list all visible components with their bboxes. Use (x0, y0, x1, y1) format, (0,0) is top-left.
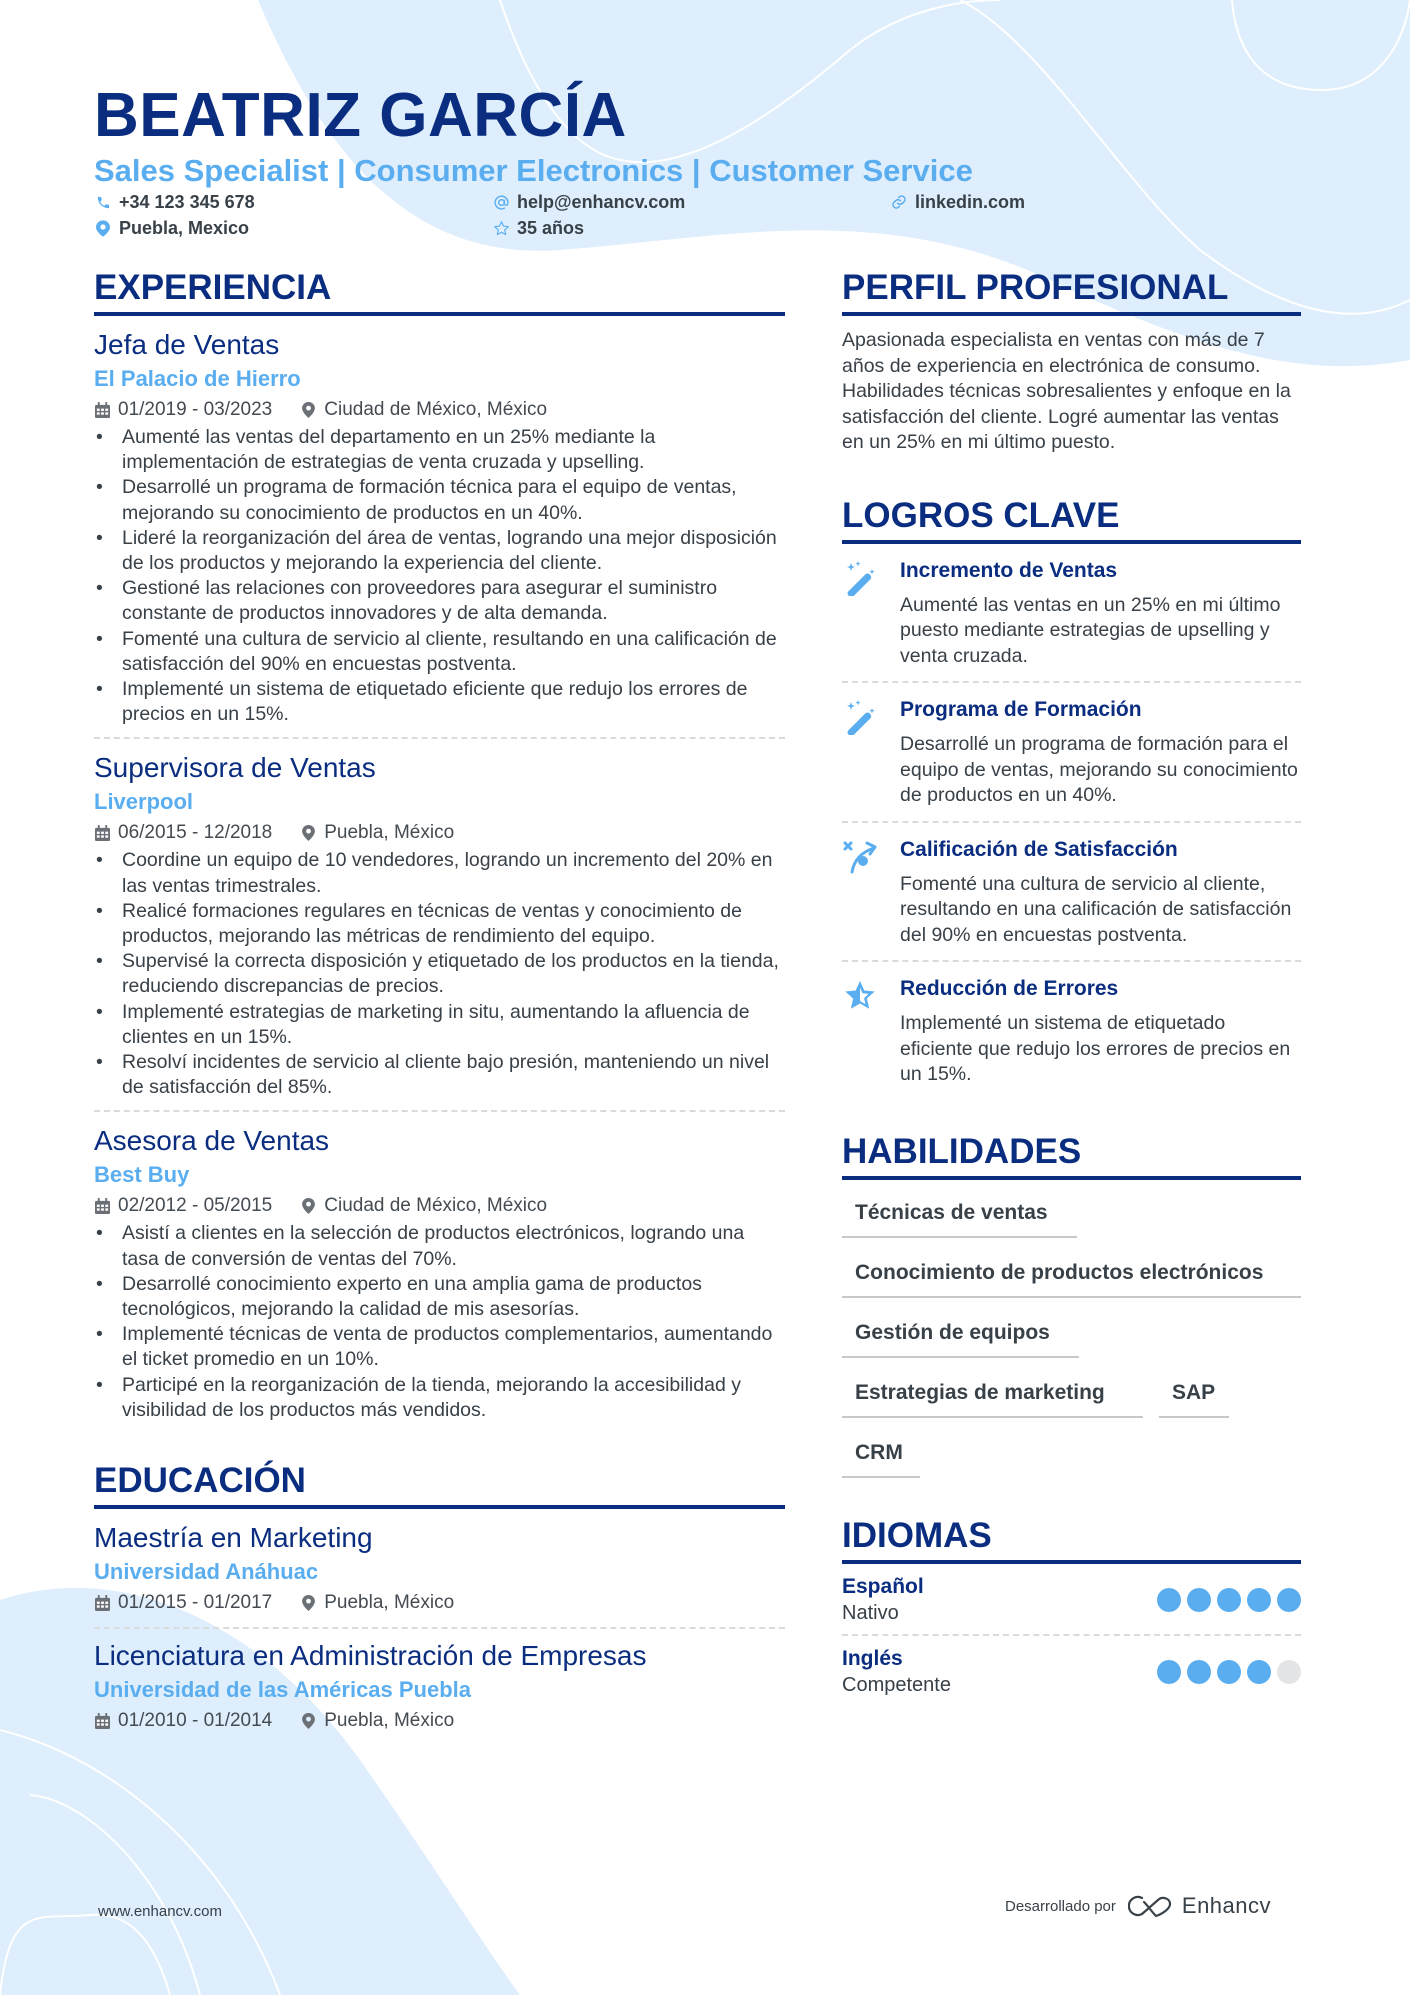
experience-section (94, 266, 785, 1423)
calendar-icon (94, 401, 110, 419)
job-bullets (94, 848, 785, 1100)
rating-dot-filled (1157, 1588, 1181, 1612)
language-item (842, 1564, 1301, 1634)
achievement-title: Incremento de Ventas (900, 558, 1118, 582)
skill-tag: SAP (1159, 1372, 1229, 1418)
contact-linkedin (890, 191, 1025, 213)
powered-by-label: Desarrollado por (1005, 1897, 1116, 1915)
languages-section (842, 1514, 1301, 1706)
bullet-item: • Desarrollé conocimiento experto en una amplia gama de productos tecnológicos, mejorando la calidad de mis asesorías. (94, 1272, 785, 1322)
achievement-desc: Desarrollé un programa de formación para el equipo de ventas, mejorando su conocimiento de productos en un 40%. (900, 733, 1298, 806)
language-rating (1151, 1588, 1301, 1612)
map-pin-icon (300, 824, 316, 842)
job-company: El Palacio de Hierro (94, 366, 301, 391)
map-pin-icon (94, 219, 112, 237)
job-entry (94, 739, 785, 1112)
achievement-desc: Aumenté las ventas en un 25% en mi último puesto mediante estrategias de upselling y venta cruzada. (900, 593, 1281, 667)
profile-heading: PERFIL PROFESIONAL (842, 268, 1229, 307)
skill-tag: Gestión de equipos (842, 1312, 1079, 1358)
rating-dot-filled (1277, 1588, 1301, 1612)
skills-heading: HABILIDADES (842, 1131, 1082, 1171)
enhancv-logo-icon (1128, 1894, 1174, 1918)
bullet-item: • Aumenté las ventas del departamento en un 25% mediante la implementación de estrategias de venta cruzada y upselling. (94, 425, 785, 475)
bullet-item: • Realicé formaciones regulares en técnicas de ventas y conocimiento de productos, mejorando las métricas de rendimiento del equipo. (94, 899, 785, 949)
age-value: 35 años (517, 218, 585, 238)
profile-section (842, 266, 1301, 456)
education-dates: 01/2010 - 01/2014 (118, 1710, 273, 1732)
rating-dot-filled (1247, 1660, 1271, 1684)
education-location-wrap (300, 1707, 454, 1735)
bullet-item: • Participé en la reorganización de la tienda, mejorando la accesibilidad y visibilidad de los productos más vendidos. (94, 1373, 785, 1423)
school-name: Universidad Anáhuac (94, 1559, 319, 1585)
achievement-body (900, 837, 1301, 949)
skills-list (842, 1192, 1301, 1492)
job-location: Ciudad de México, México (324, 1195, 548, 1217)
achievement-body (900, 558, 1301, 670)
job-entry (94, 1112, 785, 1423)
map-pin-icon (300, 1197, 316, 1215)
education-dates: 01/2015 - 01/2017 (118, 1592, 273, 1614)
section-divider (842, 312, 1301, 316)
linkedin-value[interactable]: linkedin.com (915, 192, 1026, 212)
rating-dot-filled (1217, 1588, 1241, 1612)
skill-tag: Conocimiento de productos electrónicos (842, 1252, 1301, 1298)
contact-phone (94, 191, 255, 213)
magic-wand-icon (842, 558, 900, 670)
achievement-desc: Implementé un sistema de etiquetado eficiente que redujo los errores de precios en un 15%. (900, 1012, 1291, 1085)
job-location-wrap (300, 819, 454, 847)
calendar-icon (94, 1594, 110, 1612)
footer-branding (1005, 1893, 1271, 1919)
achievement-title: Calificación de Satisfacción (900, 837, 1178, 861)
left-column (94, 266, 785, 1735)
calendar-icon (94, 1197, 110, 1215)
job-dates: 01/2019 - 03/2023 (118, 399, 273, 420)
rating-dot-filled (1217, 1660, 1241, 1684)
education-heading: EDUCACIÓN (94, 1461, 306, 1501)
language-name: Español (842, 1574, 924, 1598)
job-company: Liverpool (94, 789, 194, 815)
language-info (842, 1646, 951, 1698)
language-name: Inglés (842, 1646, 903, 1670)
education-meta (94, 1589, 785, 1617)
link-icon (890, 193, 908, 211)
section-divider (842, 1176, 1301, 1180)
bullet-item: • Coordine un equipo de 10 vendedores, logrando un incremento del 20% en las ventas trimestrales. (94, 848, 785, 898)
achievement-body (900, 976, 1301, 1088)
bullet-item: • Implementé técnicas de venta de productos complementarios, aumentando el ticket promedio en un 10%. (94, 1322, 785, 1372)
language-info (842, 1574, 924, 1626)
job-company: Best Buy (94, 1162, 190, 1188)
job-entry (94, 316, 785, 739)
location-value: Puebla, Mexico (119, 218, 250, 238)
star-half-icon (842, 976, 900, 1088)
map-pin-icon (300, 1594, 316, 1612)
achievement-item (842, 681, 1301, 821)
rating-dot-filled (1187, 1660, 1211, 1684)
brand-name[interactable]: Enhancv (1181, 1893, 1272, 1918)
achievements-section (842, 494, 1301, 1100)
job-meta (94, 1192, 785, 1220)
bullet-item: • Supervisé la correcta disposición y etiquetado de los productos en la tienda, reduciendo discrepancias de precios. (94, 949, 785, 999)
achievement-title: Programa de Formación (900, 698, 1142, 721)
footer-website[interactable]: www.enhancv.com (98, 1903, 222, 1920)
bullet-item: • Resolví incidentes de servicio al cliente bajo presión, manteniendo un nivel de satisfacción del 85%. (94, 1050, 785, 1100)
achievements-heading: LOGROS CLAVE (842, 495, 1120, 535)
job-location: Ciudad de México, México (324, 399, 548, 420)
job-dates: 06/2015 - 12/2018 (118, 822, 273, 844)
job-bullets (94, 1221, 785, 1423)
job-bullets (94, 425, 785, 727)
bullet-item: • Implementé un sistema de etiquetado eficiente que redujo los errores de precios en un 15%. (94, 677, 785, 727)
degree-title: Licenciatura en Administración de Empresas (94, 1640, 647, 1672)
bullet-item: • Lideré la reorganización del área de ventas, logrando una mejor disposición de los productos y mejorando la experiencia del cliente. (94, 526, 785, 576)
education-entry (94, 1509, 785, 1629)
languages-heading: IDIOMAS (842, 1515, 992, 1555)
achievement-item (842, 821, 1301, 961)
language-item (842, 1634, 1301, 1706)
job-title: Asesora de Ventas (94, 1125, 330, 1157)
job-dates: 02/2012 - 05/2015 (118, 1195, 273, 1217)
skill-tag: Técnicas de ventas (842, 1192, 1077, 1238)
contact-location (94, 217, 249, 239)
job-meta (94, 396, 785, 424)
bullet-item: • Implementé estrategias de marketing in situ, aumentando la afluencia de clientes en un 15%. (94, 1000, 785, 1050)
rating-dot-filled (1187, 1588, 1211, 1612)
calendar-icon (94, 1712, 110, 1730)
language-level: Nativo (842, 1601, 899, 1624)
phone-icon (94, 193, 112, 211)
candidate-name: BEATRIZ GARCÍA (94, 81, 627, 150)
star-icon (492, 219, 510, 237)
skill-tag: Estrategias de marketing (842, 1372, 1143, 1418)
job-location: Puebla, México (324, 822, 455, 844)
job-location-wrap (300, 396, 547, 424)
language-level: Competente (842, 1673, 951, 1696)
job-location-wrap (300, 1192, 547, 1220)
achievement-item (842, 960, 1301, 1100)
school-name: Universidad de las Américas Puebla (94, 1677, 472, 1703)
achievement-title: Reducción de Errores (900, 977, 1119, 1000)
education-location: Puebla, México (324, 1592, 455, 1614)
bullet-item: • Fomenté una cultura de servicio al cliente, resultando en una calificación de satisfacción del 90% en encuestas postventa. (94, 627, 785, 677)
phone-value[interactable]: +34 123 345 678 (119, 192, 255, 212)
education-location-wrap (300, 1589, 454, 1617)
job-title: Jefa de Ventas (94, 329, 280, 360)
candidate-headline: Sales Specialist | Consumer Electronics | Customer Service (94, 153, 973, 188)
education-section (94, 1459, 785, 1735)
language-rating (1151, 1660, 1301, 1684)
map-pin-icon (300, 401, 316, 419)
education-meta (94, 1707, 785, 1735)
bullet-item: • Asistí a clientes en la selección de productos electrónicos, logrando una tasa de conversión de ventas del 70%. (94, 1221, 785, 1271)
skills-section (842, 1130, 1301, 1492)
contact-email (492, 191, 685, 213)
job-meta (94, 819, 785, 847)
degree-title: Maestría en Marketing (94, 1522, 373, 1554)
email-value[interactable]: help@enhancv.com (517, 192, 686, 212)
profile-summary: Apasionada especialista en ventas con más de 7 años de experiencia en electrónica de consumo. Habilidades técnicas sobresalientes y enfoque en la satisfacción del cliente. Logré aumentar las ventas en un 25% en mi último puesto. (842, 329, 1291, 453)
at-icon (492, 193, 510, 211)
calendar-icon (94, 824, 110, 842)
achievement-item (842, 544, 1301, 682)
experience-heading: EXPERIENCIA (94, 268, 332, 307)
strategy-icon (842, 837, 900, 949)
rating-dot-empty (1277, 1660, 1301, 1684)
skill-tag: CRM (842, 1432, 920, 1478)
magic-wand-icon (842, 697, 900, 809)
achievement-desc: Fomenté una cultura de servicio al cliente, resultando en una calificación de satisfacción del 90% en encuestas postventa. (900, 872, 1292, 946)
achievement-body (900, 697, 1301, 809)
education-entry (94, 1629, 785, 1735)
rating-dot-filled (1247, 1588, 1271, 1612)
rating-dot-filled (1157, 1660, 1181, 1684)
contact-age (492, 217, 584, 239)
job-title: Supervisora de Ventas (94, 752, 376, 784)
education-location: Puebla, México (324, 1710, 455, 1732)
bullet-item: • Gestioné las relaciones con proveedores para asegurar el suministro constante de productos innovadores y de alta demanda. (94, 576, 785, 626)
map-pin-icon (300, 1712, 316, 1730)
bullet-item: • Desarrollé un programa de formación técnica para el equipo de ventas, mejorando su conocimiento de productos en un 40%. (94, 475, 785, 525)
right-column (842, 266, 1301, 1706)
